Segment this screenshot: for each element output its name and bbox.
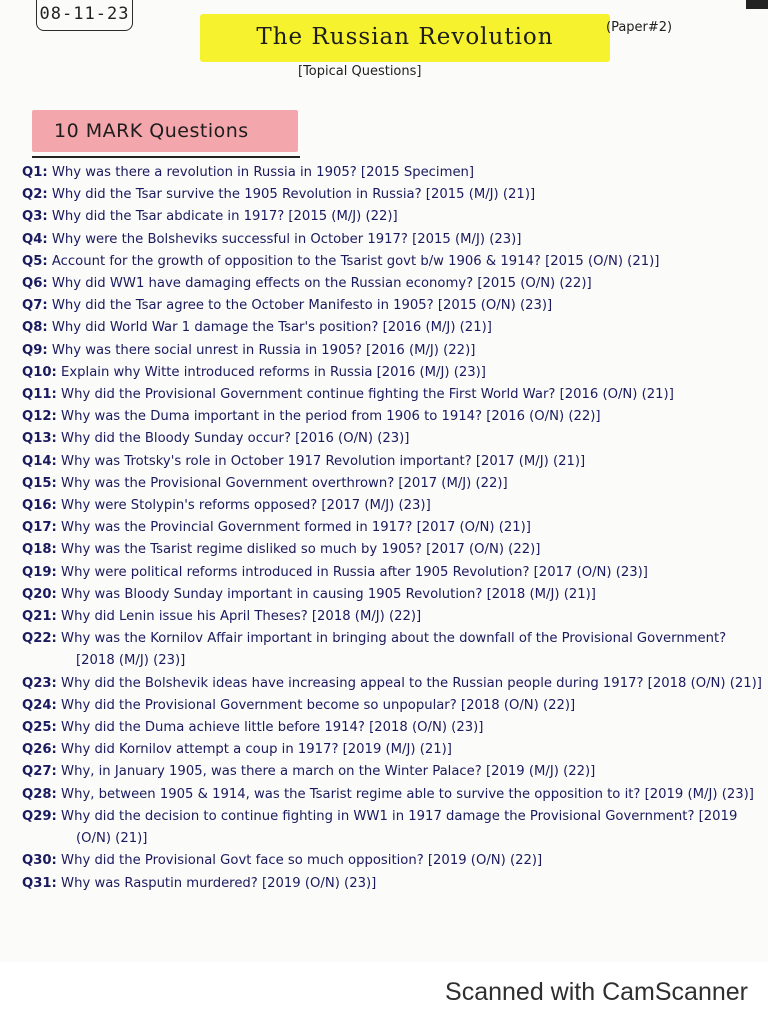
question-number: Q24: [22, 697, 57, 713]
question-number: Q20: [22, 586, 57, 602]
question-item [22, 362, 768, 384]
question-text: Why was there a revolution in Russia in 1905? [2015 Specimen] [51, 165, 475, 180]
question-number: Q18: [22, 542, 57, 558]
question-item [22, 406, 768, 428]
question-text: Why were the Bolsheviks successful in October 1917? [2015 (M/J) (23)] [51, 231, 522, 247]
question-text: Why, in January 1905, was there a march on the Winter Palace? [2019 (M/J) (22)] [61, 764, 596, 780]
question-number: Q1: [22, 165, 48, 180]
question-text: Why were Stolypin's reforms opposed? [2017 (M/J) (23)] [61, 498, 431, 514]
question-number: Q12: [22, 409, 57, 425]
question-item [22, 206, 768, 228]
question-text: Why was the Kornilov Affair important in bringing about the downfall of the Provisional Government? [2018 (M/J) (23)] [61, 631, 727, 669]
question-item [22, 695, 768, 717]
question-item [22, 606, 768, 628]
question-text: Why did the decision to continue fighting in WW1 in 1917 damage the Provisional Government? [2019 (O/N) (21)] [61, 808, 738, 847]
heading-underline [32, 156, 300, 158]
question-text: Why did WW1 have damaging effects on the Russian economy? [2015 (O/N) (22)] [51, 276, 592, 292]
question-text: Why was the Duma important in the period from 1906 to 1914? [2016 (O/N) (22)] [61, 409, 601, 425]
question-text: Why was Rasputin murdered? [2019 (O/N) (23)] [61, 875, 377, 891]
question-item [22, 184, 768, 206]
question-text: Why did the Provisional Government become so unpopular? [2018 (O/N) (22)] [61, 697, 576, 713]
question-item [22, 473, 768, 495]
question-item [22, 873, 768, 895]
question-item [22, 495, 768, 517]
question-text: Why was Bloody Sunday important in causing 1905 Revolution? [2018 (M/J) (21)] [61, 586, 596, 602]
question-text: Why did the Duma achieve little before 1914? [2018 (O/N) (23)] [61, 720, 484, 736]
question-text: Why did the Tsar survive the 1905 Revolution in Russia? [2015 (M/J) (21)] [51, 187, 536, 203]
question-text: Why did Kornilov attempt a coup in 1917? [2019 (M/J) (21)] [61, 742, 452, 758]
question-text: Why did World War 1 damage the Tsar's position? [2016 (M/J) (21)] [51, 320, 492, 336]
section-highlight [32, 110, 298, 152]
question-number: Q15: [22, 475, 57, 491]
question-item [22, 162, 768, 184]
question-number: Q9: [22, 342, 48, 358]
question-number: Q2: [22, 187, 48, 203]
question-text: Why did the Bloody Sunday occur? [2016 (O/N) (23)] [61, 431, 410, 447]
subtitle: [Topical Questions] [298, 64, 422, 79]
question-item [22, 717, 768, 739]
question-number: Q25: [22, 720, 57, 736]
question-number: Q22: [22, 631, 57, 647]
page-title: The Russian Revolution [256, 24, 554, 50]
question-number: Q4: [22, 231, 48, 247]
question-item [22, 584, 768, 606]
question-number: Q28: [22, 786, 57, 802]
question-number: Q17: [22, 520, 57, 536]
question-item [22, 340, 768, 362]
question-number: Q6: [22, 276, 48, 292]
question-number: Q3: [22, 209, 48, 225]
question-text: Why, between 1905 & 1914, was the Tsarist regime able to survive the opposition to it? [2019 (M/J) (23)] [61, 786, 754, 802]
question-number: Q10: [22, 364, 57, 380]
question-text: Why did the Provisional Government continue fighting the First World War? [2016 (O/N) (21)] [61, 387, 674, 403]
question-text: Why was there social unrest in Russia in 1905? [2016 (M/J) (22)] [51, 342, 476, 358]
question-item [22, 850, 768, 872]
title-highlight [200, 14, 610, 62]
question-item [22, 784, 768, 806]
question-number: Q13: [22, 431, 57, 447]
question-text: Why did the Bolshevik ideas have increasing appeal to the Russian people during 1917? [2018 (O/N) (21)] [61, 675, 762, 691]
question-number: Q7: [22, 298, 48, 314]
question-item [22, 806, 768, 850]
question-number: Q11: [22, 387, 57, 403]
question-item [22, 539, 768, 561]
question-text: Why did the Provisional Govt face so much opposition? [2019 (O/N) (22)] [61, 853, 543, 869]
question-item [22, 229, 768, 251]
question-item [22, 251, 768, 273]
section-heading: 10 MARK Questions [54, 120, 249, 142]
question-text: Explain why Witte introduced reforms in Russia [2016 (M/J) (23)] [61, 364, 486, 380]
question-item [22, 517, 768, 539]
question-number: Q14: [22, 453, 57, 469]
question-item [22, 273, 768, 295]
question-item [22, 428, 768, 450]
question-number: Q23: [22, 675, 57, 691]
question-item [22, 451, 768, 473]
question-text: Why was the Provincial Government formed in 1917? [2017 (O/N) (21)] [61, 520, 531, 536]
question-number: Q30: [22, 853, 57, 869]
question-number: Q27: [22, 764, 57, 780]
question-item [22, 317, 768, 339]
scanner-watermark: Scanned with CamScanner [445, 978, 748, 1006]
question-number: Q21: [22, 609, 57, 625]
question-number: Q29: [22, 808, 57, 824]
question-item [22, 761, 768, 783]
question-text: Why did Lenin issue his April Theses? [2018 (M/J) (22)] [61, 609, 422, 625]
question-item [22, 295, 768, 317]
question-text: Why did the Tsar abdicate in 1917? [2015 (M/J) (22)] [51, 209, 398, 225]
question-item [22, 562, 768, 584]
question-text: Account for the growth of opposition to the Tsarist govt b/w 1906 & 1914? [2015 (O/N) (21)] [51, 253, 660, 269]
question-number: Q5: [22, 253, 48, 269]
question-item [22, 384, 768, 406]
question-text: Why was Trotsky's role in October 1917 Revolution important? [2017 (M/J) (21)] [61, 453, 586, 469]
question-number: Q19: [22, 564, 57, 580]
question-item [22, 673, 768, 695]
question-text: Why was the Tsarist regime disliked so much by 1905? [2017 (O/N) (22)] [61, 542, 541, 558]
question-number: Q26: [22, 742, 57, 758]
question-number: Q16: [22, 498, 57, 514]
question-number: Q31: [22, 875, 57, 891]
question-list [22, 162, 768, 895]
question-text: Why was the Provisional Government overthrown? [2017 (M/J) (22)] [61, 475, 508, 491]
paper-label: (Paper#2) [606, 20, 673, 35]
question-item [22, 628, 768, 672]
corner-mark [746, 0, 768, 9]
question-number: Q8: [22, 320, 48, 336]
question-item [22, 739, 768, 761]
date-box: 08-11-23 [36, 0, 133, 31]
question-text: Why did the Tsar agree to the October Manifesto in 1905? [2015 (O/N) (23)] [51, 298, 553, 314]
question-text: Why were political reforms introduced in Russia after 1905 Revolution? [2017 (O/N) (23)] [61, 564, 648, 580]
